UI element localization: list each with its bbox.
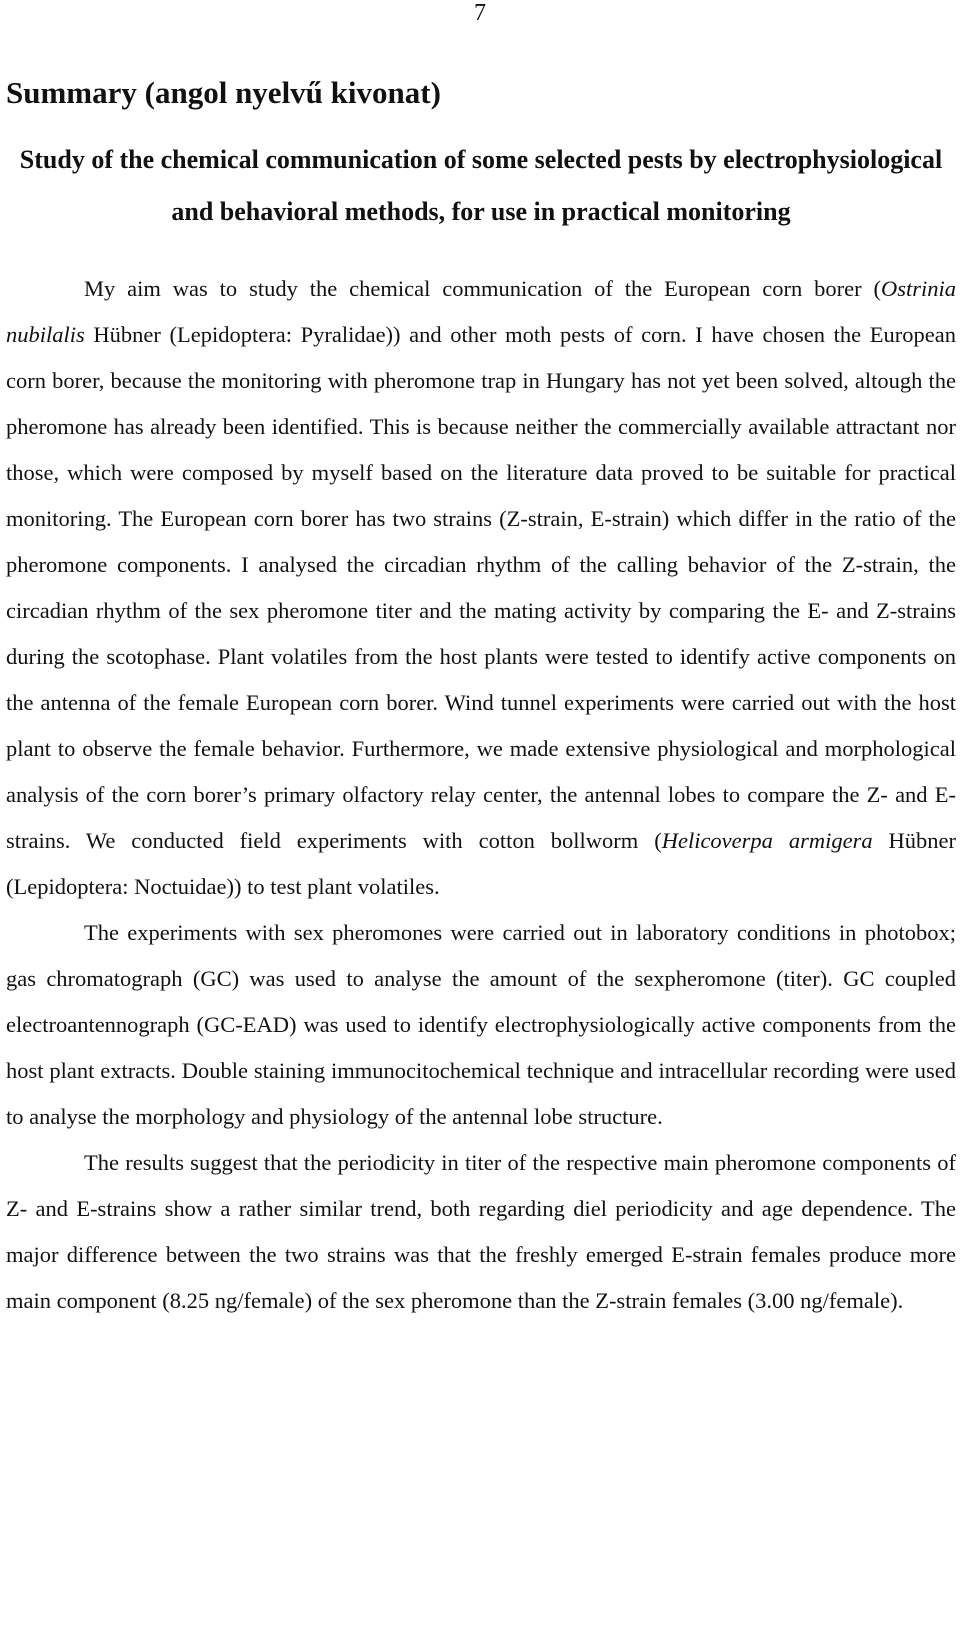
study-title: Study of the chemical communication of some selected pests by electrophysiological and behavioral methods, for use in practical monitoring <box>19 145 943 226</box>
paragraph-aim-text-3: Hübner (Lepidoptera: Noctuidae)) to test plant volatiles. <box>6 828 956 899</box>
paragraph-aim-text-2: Hübner (Lepidoptera: Pyralidae)) and other moth pests of corn. I have chosen the European corn borer, because the monitoring with pheromone trap in Hungary has not yet been solved, altough the pheromone has already been identified. This is because neither the commercially available attractant nor those, which were composed by myself based on the literature data proved to be suitable for practical monitoring. The European corn borer has two strains (Z-strain, E-strain) which differ in the ratio of the pheromone components. I analysed the circadian rhythm of the calling behavior of the Z-strain, the circadian rhythm of the sex pheromone titer and the mating activity by comparing the E- and Z-strains during the scotophase. Plant volatiles from the host plants were tested to identify active components on the antenna of the female European corn borer. Wind tunnel experiments were carried out with the host plant to observe the female behavior. Furthermore, we made extensive physiological and morphological analysis of the corn borer’s primary olfactory relay center, the antennal lobes to compare the Z- and E-strains. We conducted field experiments with cotton bollworm ( <box>6 322 956 853</box>
section-heading: Summary (angol nyelvű kivonat) <box>6 75 441 110</box>
paragraph-results: The results suggest that the periodicity in titer of the respective main pheromone components of Z- and E-strains show a rather similar trend, both regarding diel periodicity and age dependence. The major difference between the two strains was that the freshly emerged E-strain females produce more main component (8.25 ng/female) of the sex pheromone than the Z-strain females (3.00 ng/female). <box>6 1150 956 1313</box>
page-content <box>6 72 956 1324</box>
species-name-helicoverpa: Helicoverpa armigera <box>661 828 873 853</box>
page-number: 7 <box>474 0 486 26</box>
paragraph-aim-text-1: My aim was to study the chemical communication of the European corn borer ( <box>84 276 881 301</box>
paragraph-methods: The experiments with sex pheromones were carried out in laboratory conditions in photobox; gas chromatograph (GC) was used to analyse the amount of the sexpheromone (titer). GC coupled electroantennograph (GC-EAD) was used to identify electrophysiologically active components from the host plant extracts. Double staining immunocitochemical technique and intracellular recording were used to analyse the morphology and physiology of the antennal lobe structure. <box>6 920 956 1129</box>
species-name-ostrinia: Ostrinia nubilalis <box>6 276 956 347</box>
paragraph-aim <box>6 266 956 910</box>
